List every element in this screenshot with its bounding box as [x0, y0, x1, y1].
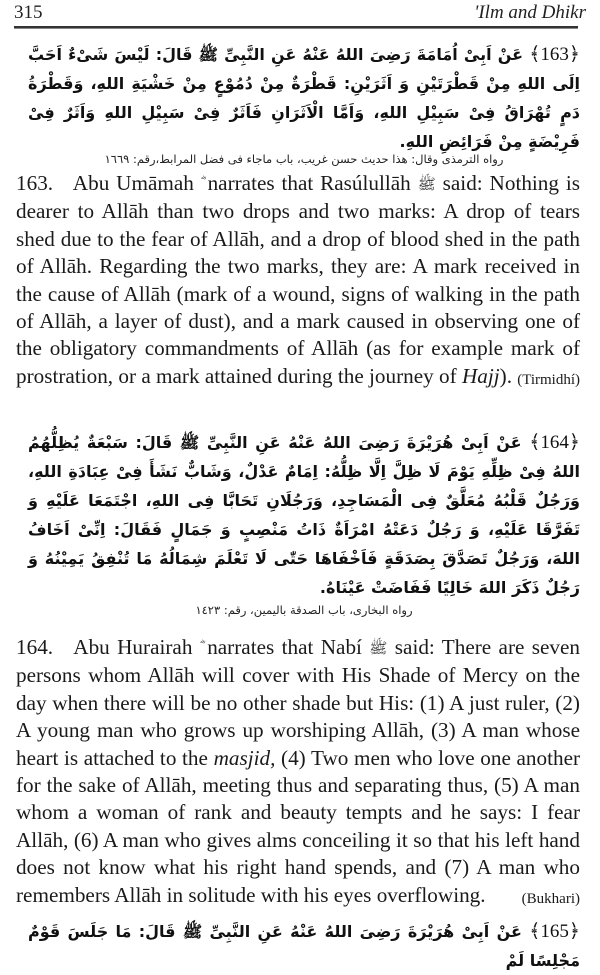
arabic-text: عَنْ اَبِیْ اُمَامَةَ رَضِیَ اللهُ عَنْهُ عَنِ النَّبِیِّ ﷺ قَالَ: لَیْسَ شَیْءٌ اَحَبَّ اِلَی اللهِ مِنْ قَطْرَتَیْنِ وَ اَثَرَیْنِ: قَطْرَةٌ مِنْ دُمُوْعٍ مِنْ خَشْیَةِ اللهِ، وَقَطْرَةُ دَمٍ تُهْرَاقُ فِیْ سَبِیْلِ اللهِ، وَاَمَّا الْاَثَرَانِ فَاَثَرٌ فِیْ سَبِیْلِ اللهِ وَاَثَرٌ فِیْ فَرِیْضَةٍ مِنْ فَرَائِضِ اللهِ.: [28, 45, 580, 151]
hadith-source: (Tirmidhí): [517, 371, 580, 388]
hadith-number: 164.: [16, 635, 54, 659]
arabic-text: عَنْ اَبِیْ هُرَیْرَةَ رَضِیَ اللهُ عَنْهُ عَنِ النَّبِیِّ ﷺ قَالَ: سَبْعَةٌ یُظِلُّهُمُ اللهُ فِیْ ظِلِّهِ یَوْمَ لَا ظِلَّ اِلَّا ظِلُّهُ: اِمَامٌ عَدْلٌ، وَشَابٌّ نَشَأَ فِیْ عِبَادَةِ اللهِ، وَرَجُلٌ قَلْبُهُ مُعَلَّقٌ فِی الْمَسَاجِدِ، وَرَجُلَانِ تَحَابَّا فِی اللهِ، اجْتَمَعَا عَلَیْهِ وَ تَفَرَّقَا عَلَیْهِ، وَ رَجُلٌ دَعَتْهُ امْرَاَةٌ ذَاتُ مَنْصِبٍ وَ جَمَالٍ فَقَالَ: اِنِّیْ اَخَافُ اللهَ، وَرَجُلٌ تَصَدَّقَ بِصَدَقَةٍ فَاَخْفَاهَا حَتّٰی لَا تَعْلَمَ شِمَالُهُ مَا تُنْفِقُ یَمِیْنُهُ وَ رَجُلٌ ذَکَرَ اللهَ خَالِیًا فَفَاضَتْ عَیْنَاهُ.: [28, 433, 580, 597]
hadith-164-reference: رواه البخاری، باب الصدقة بالیمین، رقم: ١٤٢٣: [195, 603, 413, 617]
page-header: [14, 0, 586, 24]
arabic-text: عَنْ اَبِیْ هُرَیْرَةَ رَضِیَ اللهُ عَنْهُ عَنِ النَّبِیِّ ﷺ قَالَ: مَا جَلَسَ قَوْمٌ مَجْلِسًا لَمْ: [28, 922, 580, 970]
hadith-164-english: 164. Abu Hurairah narrates that Nabí ﷺ said: There are seven persons whom Allāh will cover with His Shade of Mercy on the day when there will be no other shade but His: (1) A just ruler, (2) A young man who grows up worshiping Allāh, (3) A man whose heart is attached to the masjid, (4) Two men who love one another for the sake of Allāh, meeting thus and separating thus, (5) A man whom a woman of rank and beauty tempts and he says: I fear Allāh, (6) A man who gives alms conceiling it so that his left hand does not know what his right hand spends, and (7) A man who remembers Allāh in solitude with his eyes overflowing. (Bukhari): [16, 634, 580, 913]
running-title: 'Ilm and Dhikr: [474, 2, 586, 23]
hadith-164-arabic: [28, 428, 580, 602]
hadith-163-reference: رواه الترمذی وقال: هذا حدیث حسن غریب، باب ماجاء فی فضل المرابط،رقم: ١٦٦٩: [104, 152, 504, 166]
honorific-prophet-icon: ﷺ: [369, 639, 388, 657]
hadith-number-bracket: ﴿163﴾: [529, 44, 581, 65]
hadith-number-bracket: ﴿165﴾: [529, 921, 580, 942]
page-number: 315: [14, 2, 43, 23]
hadith-163-english: 163. Abu Umāmah narrates that Rasúlullāh ﷺ said: Nothing is dearer to Allāh than two drops and two marks: A drop of tears shed due to the fear of Allāh, and a drop of blood shed in the path of Allāh. Regarding the two marks, they are: A mark received in the cause of Allāh (mark of a wound, signs of walking in the path of Allāh, a layer of dust), and a mark caused in observing one of the obligatory commandments of Allāh (as for example mark of prostration, or a mark attained during the journey of Hajj). (Tirmidhí): [16, 170, 580, 394]
hadith-number-bracket: ﴿164﴾: [529, 432, 580, 453]
hadith-163-arabic: [28, 40, 580, 156]
hadith-source: (Bukhari): [521, 890, 580, 907]
hadith-165-arabic: [28, 917, 580, 975]
hadith-number: 163.: [16, 171, 54, 195]
header-rule: [14, 26, 578, 29]
honorific-prophet-icon: ﷺ: [417, 175, 436, 193]
